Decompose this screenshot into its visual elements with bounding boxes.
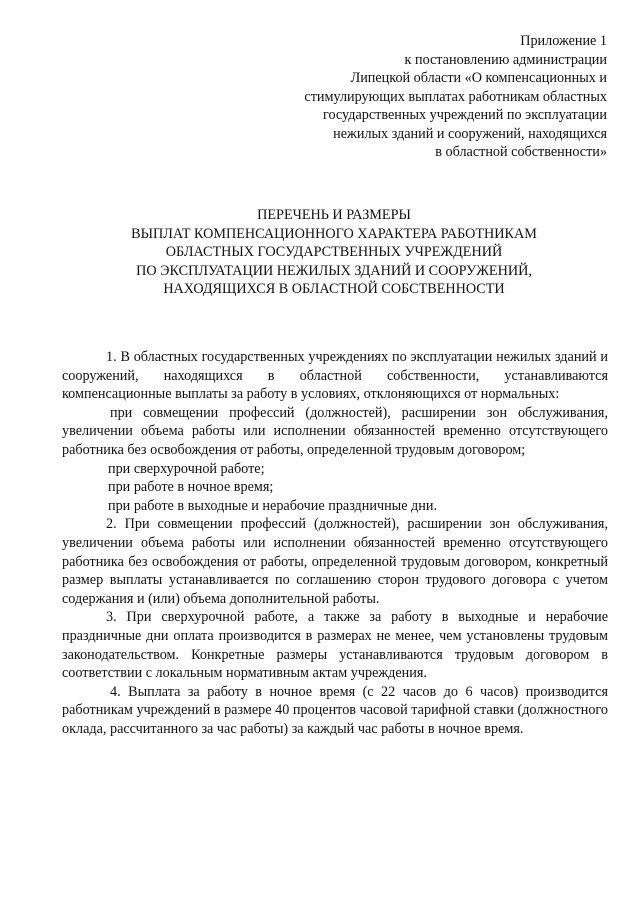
paragraph-1-item: при работе в ночное время; [108, 479, 274, 496]
appendix-line: в областной собственности» [435, 144, 607, 160]
appendix-line: стимулирующих выплатах работникам областных [304, 88, 607, 105]
appendix-line: нежилых зданий и сооружений, находящихся [333, 125, 607, 142]
title-line: ОБЛАСТНЫХ ГОСУДАРСТВЕННЫХ УЧРЕЖДЕНИЙ [165, 244, 503, 260]
appendix-line: Приложение 1 [520, 33, 607, 49]
appendix-line: Липецкой области «О компенсационных и [350, 70, 607, 86]
paragraph-3: 3. При сверхурочной работе, а также за работу в выходные и нерабочие праздничные дни оплата производится в размерах не менее, чем установлены трудовым законодательством. Конкретные размеры устанавливаются трудовым договором в соответствии с локальным нормативным актам учреждения. [62, 609, 608, 682]
title-line: ПЕРЕЧЕНЬ И РАЗМЕРЫ [257, 207, 411, 223]
title-line: ПО ЭКСПЛУАТАЦИИ НЕЖИЛЫХ ЗДАНИЙ И СООРУЖЕНИЙ, [136, 262, 532, 279]
paragraph-1-item: при совмещении профессий (должностей), расширении зон обслуживания, увеличении объема работы или исполнении обязанностей временно отсутствующего работника без освобождения от работы, определенной трудовым договором; [62, 404, 608, 458]
paragraph-1-item: при сверхурочной работе; [108, 460, 265, 477]
paragraph-2: 2. При совмещении профессий (должностей), расширении зон обслуживания, увеличении объема работы или исполнении обязанностей временно отсутствующего работника без освобождения от работы, определенной трудовым договором, конкретный размер выплаты устанавливается по соглашению сторон трудового договора с учетом содержания и (или) объема дополнительной работы. [62, 516, 608, 607]
paragraph-1-item: при работе в выходные и нерабочие праздничные дни. [108, 497, 438, 514]
title-line: НАХОДЯЩИХСЯ В ОБЛАСТНОЙ СОБСТВЕННОСТИ [163, 281, 505, 297]
appendix-line: к постановлению администрации [404, 51, 607, 68]
appendix-header [227, 32, 607, 162]
paragraph-4: 4. Выплата за работу в ночное время (с 22 часов до 6 часов) производится работникам учреждений в размере 40 процентов часовой тарифной ставки (должностного оклада, рассчитанного за час работы) за каждый час работы в ночное время. [62, 683, 608, 737]
document-title [60, 206, 608, 299]
title-line: ВЫПЛАТ КОМПЕНСАЦИОННОГО ХАРАКТЕРА РАБОТНИКАМ [131, 225, 537, 242]
paragraph-1: 1. В областных государственных учреждениях по эксплуатации нежилых зданий и сооружений, находящихся в областной собственности, устанавливаются компенсационные выплаты за работу в условиях, отклоняющихся от нормальных: [62, 349, 608, 403]
document-body [62, 348, 608, 738]
appendix-line: государственных учреждений по эксплуатации [323, 107, 607, 123]
